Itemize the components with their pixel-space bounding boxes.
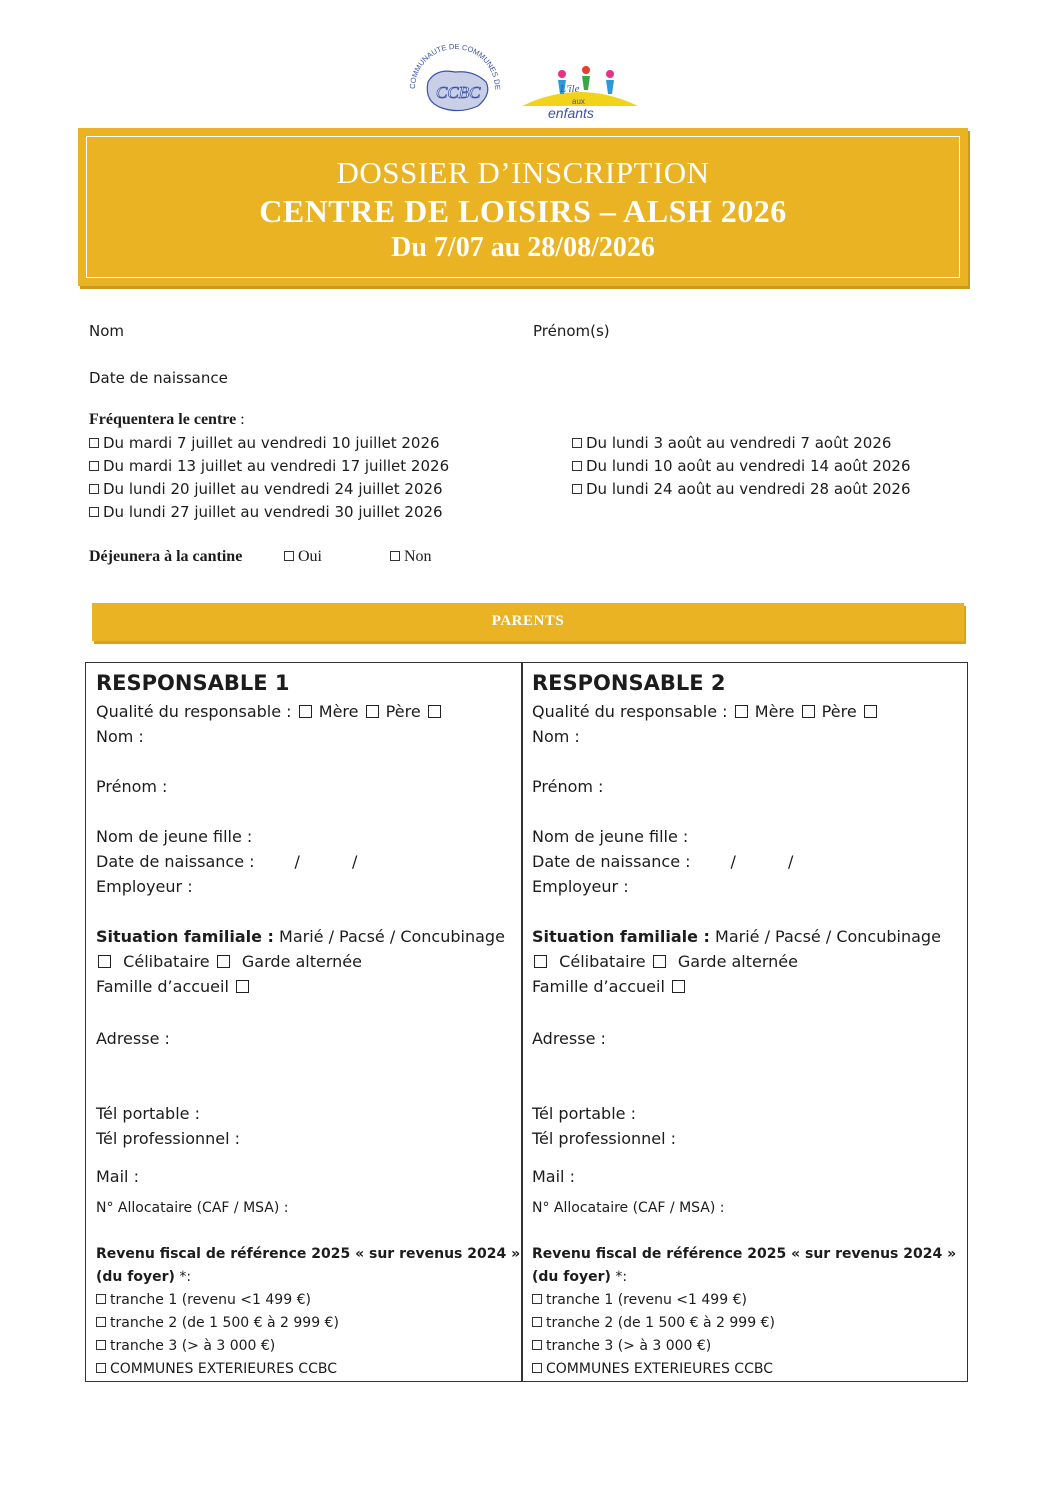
checkbox[interactable] xyxy=(428,705,441,718)
cantine-non[interactable]: Non xyxy=(390,548,432,566)
tranche-option[interactable]: tranche 3 (> à 3 000 €) xyxy=(96,1338,275,1354)
checkbox[interactable] xyxy=(98,955,111,968)
naissance-label: Date de naissance xyxy=(89,369,228,387)
title-line-2: CENTRE DE LOISIRS – ALSH 2026 xyxy=(259,193,787,229)
week-option[interactable]: Du lundi 27 juillet au vendredi 30 juillet 2026 xyxy=(89,503,443,521)
checkbox[interactable] xyxy=(532,1317,542,1327)
revenu-line-1: Revenu fiscal de référence 2025 « sur revenus 2024 » xyxy=(532,1246,957,1262)
responsable-1 xyxy=(86,663,521,1381)
svg-text:aux: aux xyxy=(572,97,585,106)
svg-text:L'île: L'île xyxy=(560,83,580,95)
checkbox[interactable] xyxy=(366,705,379,718)
tranche-option[interactable]: tranche 1 (revenu <1 499 €) xyxy=(96,1292,311,1308)
title-banner xyxy=(78,128,968,286)
situation-row: Situation familiale : Marié / Pacsé / Concubinage xyxy=(532,927,941,946)
jeune-fille-field[interactable]: Nom de jeune fille : xyxy=(96,827,253,846)
checkbox[interactable] xyxy=(89,484,99,494)
naissance-field[interactable]: Date de naissance : / / xyxy=(532,852,794,871)
tranche-option[interactable]: tranche 1 (revenu <1 499 €) xyxy=(532,1292,747,1308)
week-option[interactable]: Du lundi 10 août au vendredi 14 août 2026 xyxy=(572,457,911,475)
situation-row-2: Célibataire Garde alternée xyxy=(96,952,362,971)
checkbox[interactable] xyxy=(572,461,582,471)
week-option[interactable]: Du mardi 7 juillet au vendredi 10 juillet 2026 xyxy=(89,434,440,452)
famille-row: Famille d’accueil xyxy=(532,977,687,996)
checkbox[interactable] xyxy=(236,980,249,993)
checkbox[interactable] xyxy=(735,705,748,718)
responsable-title: RESPONSABLE 2 xyxy=(532,671,726,695)
revenu-line-2: (du foyer) *: xyxy=(96,1269,192,1285)
checkbox[interactable] xyxy=(89,507,99,517)
checkbox[interactable] xyxy=(96,1317,106,1327)
tranche-option[interactable]: COMMUNES EXTERIEURES CCBC xyxy=(96,1361,337,1377)
logos xyxy=(400,44,650,134)
tel-portable-field[interactable]: Tél portable : xyxy=(96,1104,200,1123)
frequentera-heading: Fréquentera le centre : xyxy=(89,411,245,428)
employeur-field[interactable]: Employeur : xyxy=(96,877,193,896)
week-option[interactable]: Du mardi 13 juillet au vendredi 17 juillet 2026 xyxy=(89,457,449,475)
nom-field[interactable]: Nom : xyxy=(96,727,144,746)
situation-row-2: Célibataire Garde alternée xyxy=(532,952,798,971)
qualite-row: Qualité du responsable : Mère Père xyxy=(532,702,879,721)
checkbox[interactable] xyxy=(653,955,666,968)
checkbox[interactable] xyxy=(299,705,312,718)
checkbox[interactable] xyxy=(532,1363,542,1373)
situation-row: Situation familiale : Marié / Pacsé / Concubinage xyxy=(96,927,505,946)
svg-text:CCBC: CCBC xyxy=(436,83,481,102)
checkbox[interactable] xyxy=(89,461,99,471)
jeune-fille-field[interactable]: Nom de jeune fille : xyxy=(532,827,689,846)
naissance-field[interactable]: Date de naissance : / / xyxy=(96,852,358,871)
checkbox[interactable] xyxy=(672,980,685,993)
title-line-3: Du 7/07 au 28/08/2026 xyxy=(391,232,655,263)
revenu-line-2: (du foyer) *: xyxy=(532,1269,628,1285)
famille-row: Famille d’accueil xyxy=(96,977,251,996)
allocataire-field[interactable]: N° Allocataire (CAF / MSA) : xyxy=(96,1200,289,1216)
svg-text:COMMUNAUTE DE COMMUNES DE LA B: COMMUNAUTE DE COMMUNES DE xyxy=(407,44,503,91)
allocataire-field[interactable]: N° Allocataire (CAF / MSA) : xyxy=(532,1200,725,1216)
nom-field[interactable]: Nom : xyxy=(532,727,580,746)
checkbox[interactable] xyxy=(802,705,815,718)
title-line-1: DOSSIER D’INSCRIPTION xyxy=(336,155,710,190)
checkbox[interactable] xyxy=(534,955,547,968)
prenom-field[interactable]: Prénom : xyxy=(532,777,604,796)
tel-pro-field[interactable]: Tél professionnel : xyxy=(96,1129,241,1148)
employeur-field[interactable]: Employeur : xyxy=(532,877,629,896)
svg-text:enfants: enfants xyxy=(548,105,594,121)
checkbox[interactable] xyxy=(96,1363,106,1373)
cantine-label: Déjeunera à la cantine xyxy=(89,548,243,565)
checkbox[interactable] xyxy=(96,1340,106,1350)
adresse-field[interactable]: Adresse : xyxy=(96,1029,170,1048)
nom-label: Nom xyxy=(89,322,125,340)
week-option[interactable]: Du lundi 20 juillet au vendredi 24 juillet 2026 xyxy=(89,480,443,498)
checkbox[interactable] xyxy=(390,551,400,561)
tranche-option[interactable]: COMMUNES EXTERIEURES CCBC xyxy=(532,1361,773,1377)
checkbox[interactable] xyxy=(96,1294,106,1304)
mail-field[interactable]: Mail : xyxy=(96,1167,139,1186)
responsable-2 xyxy=(522,663,957,1381)
checkbox[interactable] xyxy=(532,1294,542,1304)
adresse-field[interactable]: Adresse : xyxy=(532,1029,606,1048)
prenom-field[interactable]: Prénom : xyxy=(96,777,168,796)
cantine-oui[interactable]: Oui xyxy=(284,548,322,566)
responsables-table xyxy=(85,662,968,1382)
mail-field[interactable]: Mail : xyxy=(532,1167,575,1186)
checkbox[interactable] xyxy=(572,484,582,494)
revenu-line-1: Revenu fiscal de référence 2025 « sur revenus 2024 » xyxy=(96,1246,521,1262)
checkbox[interactable] xyxy=(217,955,230,968)
checkbox[interactable] xyxy=(532,1340,542,1350)
tel-pro-field[interactable]: Tél professionnel : xyxy=(532,1129,677,1148)
week-option[interactable]: Du lundi 3 août au vendredi 7 août 2026 xyxy=(572,434,891,452)
checkbox[interactable] xyxy=(284,551,294,561)
responsable-title: RESPONSABLE 1 xyxy=(96,671,290,695)
tranche-option[interactable]: tranche 3 (> à 3 000 €) xyxy=(532,1338,711,1354)
prenom-label: Prénom(s) xyxy=(533,322,610,340)
checkbox[interactable] xyxy=(572,438,582,448)
enfants-logo xyxy=(520,44,640,134)
checkbox[interactable] xyxy=(864,705,877,718)
parents-section-title: PARENTS xyxy=(92,603,964,641)
checkbox[interactable] xyxy=(89,438,99,448)
tel-portable-field[interactable]: Tél portable : xyxy=(532,1104,636,1123)
tranche-option[interactable]: tranche 2 (de 1 500 € à 2 999 €) xyxy=(532,1315,775,1331)
week-option[interactable]: Du lundi 24 août au vendredi 28 août 2026 xyxy=(572,480,911,498)
tranche-option[interactable]: tranche 2 (de 1 500 € à 2 999 €) xyxy=(96,1315,339,1331)
qualite-row: Qualité du responsable : Mère Père xyxy=(96,702,443,721)
